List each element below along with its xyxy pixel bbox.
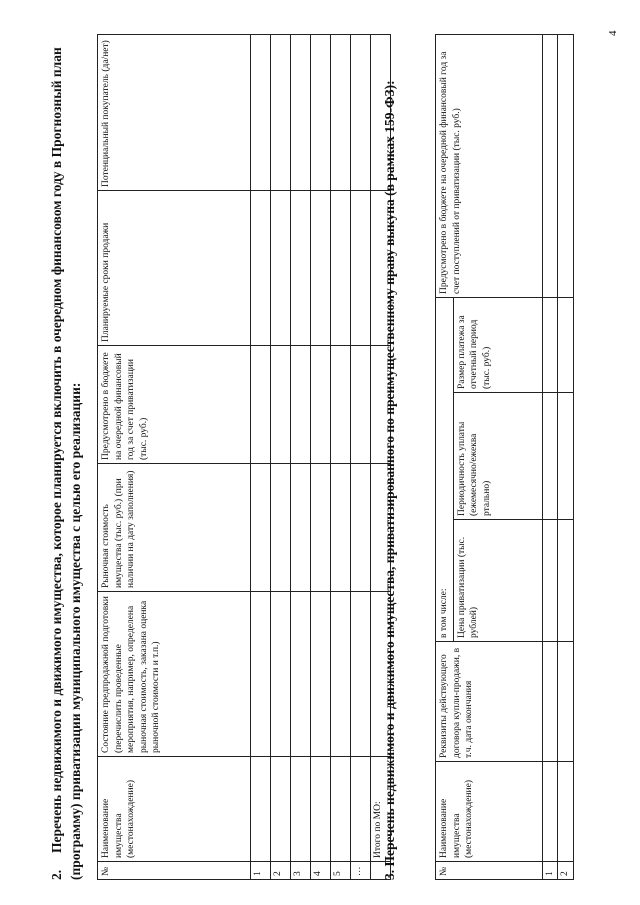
- table-cell: [271, 35, 291, 191]
- column-header: Предусмотрено в бюджете на очередной финансовый год за счет приватизации (тыс. руб.): [98, 346, 251, 464]
- table-cell: [331, 464, 351, 592]
- table-row: [251, 35, 271, 880]
- row-number: 2: [271, 862, 291, 880]
- column-group-header: в том числе:: [436, 298, 454, 642]
- section-3-table: [435, 34, 574, 880]
- table-cell: [558, 642, 574, 762]
- table-cell: [311, 346, 331, 464]
- section-2-heading: 2. Перечень недвижимого и движимого имущества, которое планируется включить в очередном финансовом году в Прогнозный план (программу) приватизации муниципального имущества с целью его реализации:: [49, 47, 83, 880]
- table-row: [291, 35, 311, 880]
- table-cell: [251, 35, 271, 191]
- table-cell: [558, 298, 574, 393]
- table-cell: [331, 35, 351, 191]
- table-cell: [291, 592, 311, 757]
- column-header: Периодичность уплаты (ежемесячно/ежеква ртально): [453, 393, 542, 520]
- table-row: [271, 35, 291, 880]
- section-2-table: [97, 34, 391, 880]
- column-header: Реквизиты действующего договора купли-продажи, в т.ч. дата окончания: [436, 642, 543, 762]
- row-number: 1: [542, 862, 558, 880]
- table-row: [331, 35, 351, 880]
- table-cell: [558, 520, 574, 642]
- table-cell: [542, 298, 558, 393]
- total-label: Итого по МО:: [371, 757, 391, 862]
- table-cell: [291, 757, 311, 862]
- column-header: Состояние предпродажной подготовки (перечислить проведенные мероприятия, например, определена рыночная стоимость, заказана оценка рыночной стоимости и т.п.): [98, 592, 251, 757]
- row-number: 1: [251, 862, 271, 880]
- table-cell: [351, 35, 371, 191]
- table-cell: [251, 464, 271, 592]
- table-cell: [291, 346, 311, 464]
- table-cell: [271, 757, 291, 862]
- table-cell: [558, 762, 574, 862]
- table-row: [542, 35, 558, 880]
- table-cell: [311, 757, 331, 862]
- column-header: Планируемые сроки продажи: [98, 191, 251, 346]
- table-cell: [311, 592, 331, 757]
- table-cell: [311, 191, 331, 346]
- table-cell: [331, 191, 351, 346]
- table-cell: [311, 464, 331, 592]
- section-3-heading: 3. Перечень недвижимого и движимого имущества, приватизированного по преимущественному праву выкупа (в рамках 159-ФЗ):: [382, 80, 397, 880]
- table-cell: [251, 191, 271, 346]
- rotated-page-content: [47, 35, 572, 880]
- column-header: №: [436, 862, 543, 880]
- row-number: 3: [291, 862, 311, 880]
- table-cell: [271, 592, 291, 757]
- column-header: Цена приватизации (тыс. рублей): [453, 520, 542, 642]
- table-cell: [251, 346, 271, 464]
- table-cell: [311, 35, 331, 191]
- table-cell: [542, 520, 558, 642]
- table-cell: [351, 346, 371, 464]
- table-cell: [251, 592, 271, 757]
- table-cell: [291, 35, 311, 191]
- table-cell: [542, 642, 558, 762]
- table-cell: [331, 757, 351, 862]
- table-row: [351, 35, 371, 880]
- row-number: 5: [331, 862, 351, 880]
- column-header: №: [98, 862, 251, 880]
- page-number: 4: [607, 30, 619, 36]
- column-header: Наименование имущества (местонахождение): [436, 762, 543, 862]
- table-cell: [271, 464, 291, 592]
- column-header: Наименование имущества (местонахождение): [98, 757, 251, 862]
- table-cell: [542, 35, 558, 298]
- row-number: 2: [558, 862, 574, 880]
- table-row: [311, 35, 331, 880]
- table-cell: [251, 757, 271, 862]
- table-cell: [331, 346, 351, 464]
- row-number: …: [351, 862, 371, 880]
- column-header: Предусмотрено в бюджете на очередной финансовый год за счет поступлений от приватизации (тыс. руб.): [436, 35, 543, 298]
- table-cell: [558, 35, 574, 298]
- column-header: Потенциальный покупатель (да/нет): [98, 35, 251, 191]
- table-cell: [271, 346, 291, 464]
- table-row: [558, 35, 574, 880]
- table-cell: [271, 191, 291, 346]
- table-cell: [291, 464, 311, 592]
- table-cell: [351, 191, 371, 346]
- table-cell: [558, 393, 574, 520]
- table-cell: [351, 464, 371, 592]
- table-cell: [351, 757, 371, 862]
- column-header: Рыночная стоимость имущества (тыс. руб.) (при наличии на дату заполнения): [98, 464, 251, 592]
- table-cell: [351, 592, 371, 757]
- table-cell: [331, 592, 351, 757]
- table-cell: [542, 762, 558, 862]
- table-cell: [291, 191, 311, 346]
- column-header: Размер платежа за отчетный период (тыс. руб.): [453, 298, 542, 393]
- table-cell: [542, 393, 558, 520]
- row-number: 4: [311, 862, 331, 880]
